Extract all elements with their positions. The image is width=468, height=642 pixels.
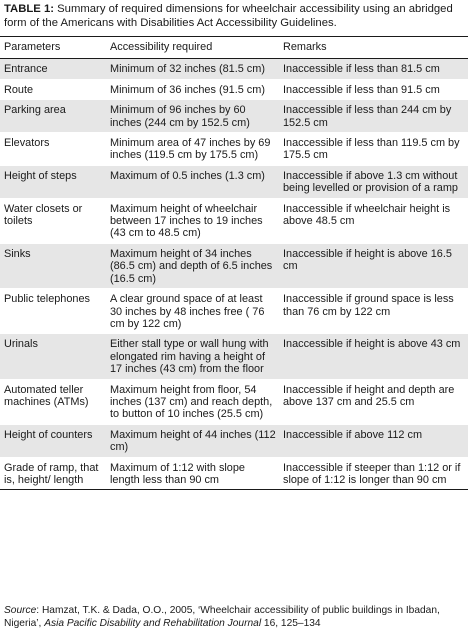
cell-remarks: Inaccessible if steeper than 1:12 or if slope of 1:12 is longer than 90 cm — [283, 461, 461, 486]
cell-parameter: Entrance — [4, 63, 48, 76]
source-label: Source — [4, 605, 37, 616]
table-row — [0, 100, 468, 133]
cell-remarks: Inaccessible if less than 81.5 cm — [283, 63, 440, 76]
source-pages: 16, 125–134 — [261, 617, 321, 629]
table-row — [0, 424, 468, 457]
accessibility-table — [0, 36, 468, 490]
cell-accessibility-required: Minimum of 32 inches (81.5 cm) — [110, 63, 265, 76]
cell-parameter: Automated teller machines (ATMs) — [4, 383, 89, 408]
cell-accessibility-required: A clear ground space of at least 30 inches by 48 inches free ( 76 cm by 122 cm) — [110, 293, 265, 330]
table-row — [0, 59, 468, 79]
table-caption — [4, 3, 464, 30]
table-body — [0, 59, 468, 490]
source-citation: : Hamzat, T.K. & Dada, O.O., 2005, ‘Wheelchair accessibility of public buildings in Ibadan, Nigeria’, — [4, 605, 440, 629]
table-row — [0, 243, 468, 288]
table-header — [0, 37, 468, 59]
table-row — [0, 379, 468, 424]
cell-accessibility-required: Minimum of 36 inches (91.5 cm) — [110, 83, 265, 96]
cell-accessibility-required: Maximum of 1:12 with slope length less than 90 cm — [110, 461, 245, 486]
table-row — [0, 165, 468, 198]
cell-accessibility-required: Maximum height of 44 inches (112 cm) — [110, 428, 276, 454]
cell-parameter: Route — [4, 83, 34, 96]
cell-parameter: Sinks — [4, 247, 31, 260]
cell-parameter: Public telephones — [4, 293, 90, 306]
cell-remarks: Inaccessible if ground space is less than 76 cm by 122 cm — [283, 293, 454, 318]
cell-accessibility-required: Minimum of 96 inches by 60 inches (244 cm by 152.5 cm) — [110, 104, 250, 129]
table-row — [0, 79, 468, 99]
cell-parameter: Urinals — [4, 338, 38, 351]
cell-remarks: Inaccessible if height is above 43 cm — [283, 338, 461, 351]
cell-parameter: Grade of ramp, that is, height/ length — [4, 461, 99, 486]
cell-accessibility-required: Maximum height of wheelchair between 17 inches to 19 inches (43 cm to 48.5 cm) — [110, 202, 263, 240]
header-parameters: Parameters — [4, 41, 61, 53]
header-remarks: Remarks — [283, 41, 327, 53]
cell-parameter: Parking area — [4, 104, 66, 117]
cell-remarks: Inaccessible if above 112 cm — [283, 428, 423, 441]
cell-remarks: Inaccessible if less than 119.5 cm by 175.5 cm — [283, 137, 460, 162]
cell-parameter: Water closets or toilets — [4, 202, 83, 228]
table-row — [0, 133, 468, 166]
source-note — [4, 605, 464, 630]
header-accessibility-required: Accessibility required — [110, 41, 213, 53]
cell-remarks: Inaccessible if wheelchair height is above 48.5 cm — [283, 202, 451, 228]
cell-remarks: Inaccessible if less than 91.5 cm — [283, 83, 440, 96]
cell-accessibility-required: Maximum height from floor, 54 inches (137 cm) and reach depth, to button of 10 inches (25.5 cm) — [110, 383, 273, 421]
table-row — [0, 457, 468, 490]
cell-parameter: Elevators — [4, 137, 50, 150]
table-row — [0, 289, 468, 334]
cell-remarks: Inaccessible if above 1.3 cm without being levelled or provision of a ramp — [283, 169, 458, 195]
cell-accessibility-required: Minimum area of 47 inches by 69 inches (119.5 cm by 175.5 cm) — [110, 137, 271, 162]
cell-accessibility-required: Maximum of 0.5 inches (1.3 cm) — [110, 169, 265, 182]
cell-parameter: Height of counters — [4, 428, 93, 441]
cell-parameter: Height of steps — [4, 169, 77, 182]
caption-text: Summary of required dimensions for wheelchair accessibility using an abridged form of the Americans with Disabilities Act Accessibility Guidelines. — [4, 3, 453, 29]
header-row — [0, 37, 468, 59]
cell-remarks: Inaccessible if less than 244 cm by 152.5 cm — [283, 104, 452, 129]
caption-label: TABLE 1: — [4, 3, 54, 15]
cell-remarks: Inaccessible if height is above 16.5 cm — [283, 247, 452, 273]
cell-accessibility-required: Maximum height of 34 inches (86.5 cm) and depth of 6.5 inches (16.5 cm) — [110, 247, 273, 285]
table-row — [0, 198, 468, 243]
table-row — [0, 334, 468, 379]
source-journal: Asia Pacific Disability and Rehabilitation Journal — [44, 617, 262, 629]
cell-accessibility-required: Either stall type or wall hung with elongated rim having a height of 17 inches (43 cm) from the floor — [110, 338, 269, 376]
cell-remarks: Inaccessible if height and depth are above 137 cm and 25.5 cm — [283, 383, 455, 408]
